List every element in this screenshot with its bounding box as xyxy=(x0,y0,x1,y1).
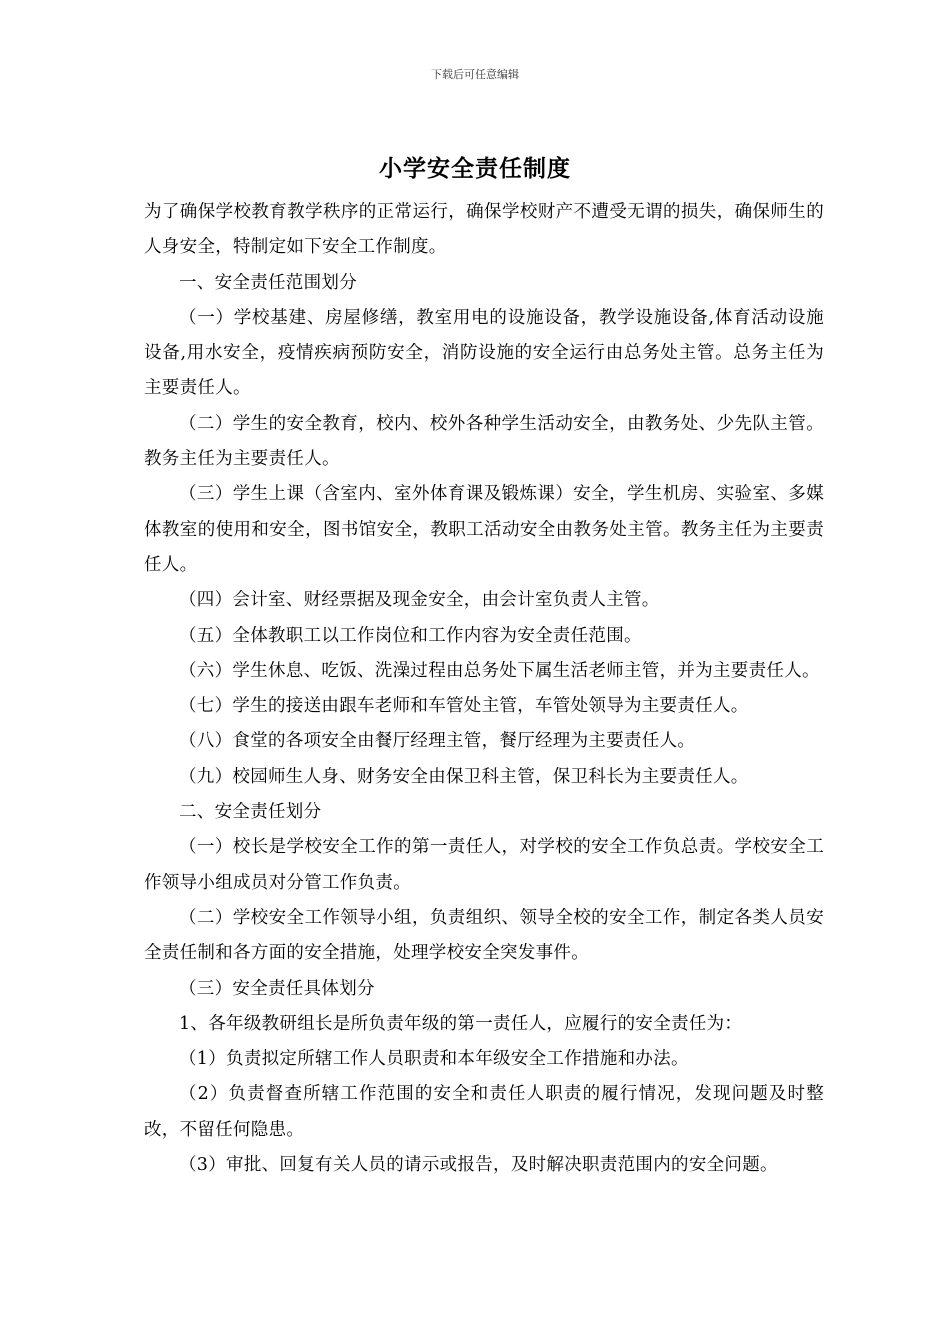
paragraph: （九）校园师生人身、财务安全由保卫科主管，保卫科长为主要责任人。 xyxy=(179,766,749,787)
section-heading: 一、安全责任范围划分 xyxy=(179,272,357,293)
paragraph: （二）学生的安全教育，校内、校外各种学生活动安全，由教务处、少先队主管。教务主任为主要责任人。 xyxy=(144,413,824,470)
paragraph: （一）学校基建、房屋修缮，教室用电的设施设备，教学设施设备,体育活动设施设备,用水安全，疫情疾病预防安全，消防设施的安全运行由总务处主管。总务主任为主要责任人。 xyxy=(144,307,824,399)
section-heading: 二、安全责任划分 xyxy=(179,802,322,823)
document-title: 小学安全责任制度 xyxy=(379,156,571,182)
paragraph: （四）会计室、财经票据及现金安全，由会计室负责人主管。 xyxy=(179,590,660,611)
paragraph: 1、各年级教研组长是所负责年级的第一责任人，应履行的安全责任为： xyxy=(179,1013,743,1034)
paragraph: （三）学生上课（含室内、室外体育课及锻炼课）安全，学生机房、实验室、多媒体教室的使用和安全，图书馆安全，教职工活动安全由教务处主管。教务主任为主要责任人。 xyxy=(144,484,824,575)
paragraph: （七）学生的接送由跟车老师和车管处主管，车管处领导为主要责任人。 xyxy=(179,696,749,717)
paragraph: （二）学校安全工作领导小组，负责组织、领导全校的安全工作，制定各类人员安全责任制和各方面的安全措施，处理学校安全突发事件。 xyxy=(144,907,824,964)
paragraph: （一）校长是学校安全工作的第一责任人，对学校的安全工作负总责。学校安全工作领导小组成员对分管工作负责。 xyxy=(144,837,824,893)
paragraph: （五）全体教职工以工作岗位和工作内容为安全责任范围。 xyxy=(179,625,642,646)
subsection-heading: （三）安全责任具体划分 xyxy=(179,978,375,999)
paragraph: （六）学生休息、吃饭、洗澡过程由总务处下属生活老师主管，并为主要责任人。 xyxy=(179,660,820,681)
paragraph: （2）负责督查所辖工作范围的安全和责任人职责的履行情况，发现问题及时整改，不留任何隐患。 xyxy=(144,1084,824,1140)
header-note: 下载后可任意编辑 xyxy=(431,68,519,81)
paragraph: （3）审批、回复有关人员的请示或报告，及时解决职责范围内的安全问题。 xyxy=(179,1155,778,1176)
paragraph: （1）负责拟定所辖工作人员职责和本年级安全工作措施和办法。 xyxy=(179,1049,689,1070)
document-body xyxy=(144,195,824,1183)
paragraph: （八）食堂的各项安全由餐厅经理主管，餐厅经理为主要责任人。 xyxy=(179,731,696,752)
paragraph: 为了确保学校教育教学秩序的正常运行，确保学校财产不遭受无谓的损失，确保师生的人身安全，特制定如下安全工作制度。 xyxy=(144,202,824,258)
